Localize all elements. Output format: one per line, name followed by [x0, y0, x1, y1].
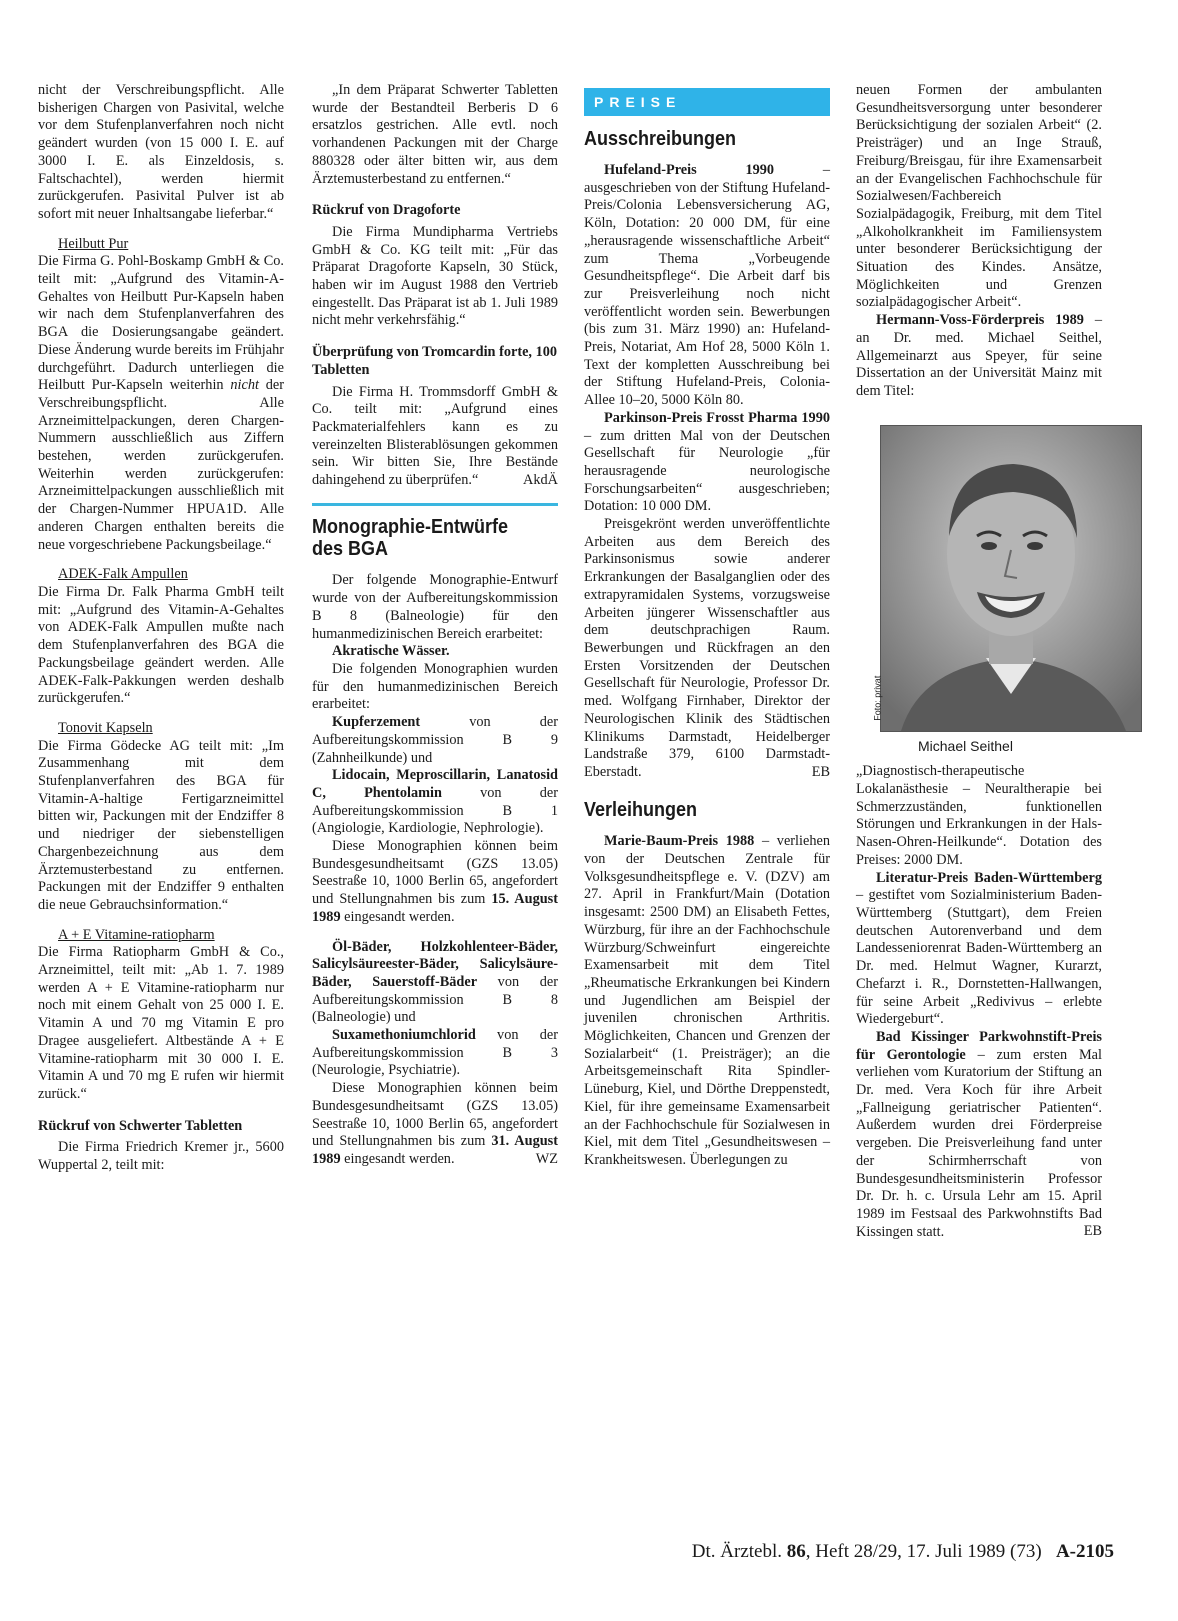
- section-divider: [312, 503, 558, 506]
- bold-term: Hermann-Voss-Förderpreis 1989: [876, 312, 1084, 329]
- paragraph: Preisgekrönt werden unveröffentlichte Arbeiten aus dem Bereich des Parkinsonismus sowie anderer Erkrankungen der Basalganglien oder des extrapyramidalen Systems, vorzugsweise Arbeiten jüngerer Wissenschaftler aus dem deutschprachigen Raum. Bewerbungen und Rückfragen an den Ersten Vorsitzenden der Deutschen Gesellschaft für Neurologie, Professor Dr. med. Wolfgang Firnhaber, Direktor der Neurologischen Klinik des Städtischen Klinikums Darmstadt, Heidelberger Landstraße 379, 6100 Darmstadt-Eberstadt.: [584, 516, 830, 780]
- section-banner-preise: PREISE: [584, 88, 830, 116]
- paragraph: Die Firma Gödecke AG teilt mit: „Im Zusammenhang mit dem Stufenplanverfahren des BGA für Vitamin-A-haltige Fertigarzneimittel bitten wir, Packungen mit der Endziffer 8 und niedriger der siebenstelligen Chargenbezeichnung aus dem Ärztemusterbestand zu entfernen. Packungen mit der Endziffer 9 enthalten die neue Gebrauchsinformation.“: [38, 737, 284, 913]
- page-footer: [692, 1541, 1114, 1563]
- paragraph: [312, 939, 558, 1028]
- section-heading-adek: ADEK-Falk Ampullen: [58, 566, 188, 583]
- paragraph: [312, 1027, 558, 1080]
- paragraph: [312, 838, 558, 927]
- paragraph: Die Firma Mundipharma Vertriebs GmbH & Co. KG teilt mit: „Für das Präparat Dragoforte Kapseln, 30 Stück, haben wir im August 1988 den Vertrieb eingestellt. Das Präparat ist ab 1. Juli 1989 nicht mehr verkehrsfähig.“: [312, 223, 558, 329]
- portrait-illustration: [881, 426, 1141, 731]
- paragraph: „Diagnostisch-therapeutische Lokalanästhesie – Neuraltherapie bei Schmerzzuständen, funktionellen Störungen und Erkrankungen in der Hals-Nasen-Ohren-Heilkunde“. Dotation des Preises: 2000 DM.: [856, 763, 1102, 868]
- journal-name: Dt. Ärztebl.: [691, 1541, 783, 1562]
- section-heading-ae: A + E Vitamine-ratiopharm: [58, 926, 215, 943]
- paragraph: Die Firma Ratiopharm GmbH & Co., Arzneimittel, teilt mit: „Ab 1. 7. 1989 werden A + E Vitamine-ratiopharm nur noch mit einem Gehalt von 25 000 I. E. Vitamin A und 70 mg Vitamin E pro Dragee ausgeliefert. Altbestände A + E Vitamine-ratiopharm mit 30 000 I. E. Vitamin A und 70 mg E rufen wir hiermit zurück.“: [38, 944, 284, 1102]
- portrait-photo: [872, 425, 1142, 732]
- paragraph: nicht der Verschreibungspflicht. Alle bisherigen Chargen von Pasivital, welche vor dem Stufenplanverfahren noch nicht geändert wurden (von 15 000 I. E. auf 3000 I. E. als Einzeldosis, s. Faltschachtel), werden hiermit zurückgerufen. Pasivital Pulver ist ab sofort mit neuer Inhaltsangabe lieferbar.“: [38, 82, 284, 222]
- paragraph: [856, 870, 1102, 1029]
- text-span: der Verschreibungspflicht. Alle Arzneimittelpackungen, deren Chargen-Nummern ausschließlich aus Ziffern bestehen, werden zurückgerufen. Weiterhin werden zurückgerufen: Arzneimittelpackungen ausschließlich mit der Chargen-Nummer HPUA1D. Alle anderen Chargen enthalten bereits die neue vorgeschriebene Packungsbeilage.“: [38, 377, 284, 553]
- text-span: – zum ersten Mal verliehen vom Kuratorium der Stiftung an Dr. med. Vera Koch für ihre Arbeit „Fallneigung geriatrischer Patienten“. Außerdem wurden drei Förderpreise vergeben. Die Preisverleihung fand unter der Schirmherrschaft von Bundesgesundheitsministerin Professor Dr. Dr. h. c. Ursula Lehr am 15. April 1989 im Festsaal des Parkwohnstifts Bad Kissingen statt.: [856, 1046, 1103, 1240]
- bold-date: 15. August 1989: [312, 891, 559, 925]
- column-1: [38, 82, 284, 1175]
- column-2: [312, 82, 558, 1168]
- journal-volume: 86: [786, 1541, 806, 1562]
- paragraph: Die folgenden Monographien wurden für den humanmedizinischen Bereich erarbeitet:: [312, 660, 558, 713]
- section-heading-schwerter: Rückruf von Schwerter Tabletten: [38, 1117, 243, 1134]
- text-span: – an Dr. med. Michael Seithel, Allgemeinarzt aus Speyer, für seine Dissertation an der Universität Mainz mit dem Titel:: [856, 312, 1102, 399]
- bold-term: Akratische Wässer.: [332, 643, 450, 660]
- paragraph: Die Firma H. Trommsdorff GmbH & Co. teilt mit: „Aufgrund eines Packmaterialfehlers kann es zu vereinzelten Blisterablösungen gekommen sein. Wir bitten Sie, Ihre Bestände dahingehend zu überprüfen.“: [312, 383, 558, 489]
- signature: EB: [1083, 1223, 1102, 1240]
- bold-term: Öl-Bäder, Holzkohlenteer-Bäder, Salicylsäureester-Bäder, Salicylsäure-Bäder, Sauerstoff-Bäder: [312, 938, 558, 990]
- text-span: von der Aufbereitungskommission B 3 (Neurologie, Psychiatrie).: [312, 1027, 558, 1079]
- text-span: – gestiftet vom Sozialministerium Baden-Württemberg (Stuttgart), dem Freien deutschen Autorenverband und dem Landesseniorenrat Baden-Württemberg an Dr. med. Helmut Wagner, Kurarzt, Chefarzt i. R., Dornstetten-Hallwangen, für seine Arbeit „Redivivus – erlebte Wiedergeburt“.: [856, 887, 1102, 1028]
- paragraph: [584, 162, 830, 410]
- section-heading-tonovit: Tonovit Kapseln: [58, 719, 153, 736]
- paragraph: [38, 253, 284, 554]
- paragraph: [584, 410, 830, 516]
- photo-caption: Michael Seithel: [918, 737, 1013, 754]
- section-title-ausschreibungen: Ausschreibungen: [584, 128, 737, 150]
- text-span: – verliehen von der Deutschen Zentrale für Volksgesundheitspflege e. V. (DZV) am 27. April in Frankfurt/Main (Dotation insgesamt: 2500 DM) an Elisabeth Fettes, Würzburg, für ihre an der Fachhochschule Würzburg/Schweinfurt eingereichte Examensarbeit mit dem Titel „Rheumatische Erkrankungen bei Kindern und Jugendlichen am Beispiel der juvenilen chronischen Arthritis. Möglichkeiten, Chancen und Grenzen der Sozialarbeit“ (1. Preisträger); an die Arbeitsgemeinschaft Rita Spindler-Lüneburg, Kiel, und Dörthe Dreppenstedt, Kiel, für ihre gemeinsame Examensarbeit an der Fachhochschule für Sozialwesen in Kiel, mit dem Titel „Gesundheitswesen – Krankheitswesen. Überlegungen zu: [584, 833, 830, 1168]
- bold-term: Suxamethoniumchlorid: [332, 1027, 476, 1044]
- text-span: von der Aufbereitungskommission B 8 (Balneologie) und: [312, 973, 558, 1026]
- emphasis: nicht: [230, 377, 259, 394]
- journal-issue: , Heft 28/29, 17. Juli 1989 (73): [805, 1541, 1042, 1562]
- paragraph: [312, 767, 558, 838]
- signature: WZ: [535, 1150, 558, 1167]
- text-span: eingesandt werden.: [344, 908, 455, 925]
- column-4: [856, 82, 1102, 1241]
- bold-term: Hufeland-Preis 1990: [604, 162, 775, 178]
- text-span: – ausgeschrieben von der Stiftung Hufeland-Preis/Colonia Lebensversicherung AG, Köln, Dotation: 20 000 DM, für eine „herausragende wissenschaftliche Arbeit“ zum Thema „Vorbeugende Gesundheitspflege“. Die Arbeit darf bis zur Preisverleihung noch nicht veröffentlicht worden sein. Bewerbungen (bis zum 31. März 1990) an: Hufeland-Preis, Notariat, Am Hof 28, 5000 Köln 1. Text der kompletten Ausschreibung bei der Stiftung Hufeland-Preis, Colonia-Allee 10–20, 5000 Köln 80.: [584, 162, 830, 409]
- paragraph: [584, 833, 830, 1169]
- article-title-monographie: Monographie-Entwürfe des BGA: [312, 516, 508, 561]
- paragraph: Die Firma Dr. Falk Pharma GmbH teilt mit: „Aufgrund des Vitamin-A-Gehaltes von ADEK-Falk Ampullen mußte nach dem Stufenplanverfahren des BGA die Packungsbeilage geändert werden. Alle ADEK-Falk-Pakkungen werden deshalb zurückgerufen.“: [38, 583, 284, 707]
- section-heading-heilbutt: Heilbutt Pur: [58, 235, 129, 252]
- paragraph: [856, 312, 1102, 401]
- section-title-verleihungen: Verleihungen: [584, 799, 698, 822]
- bold-term: Lidocain, Meproscillarin, Lanatosid C, Phentolamin: [312, 767, 558, 801]
- paragraph: „In dem Präparat Schwerter Tabletten wurde der Bestandteil Berberis D 6 ersatzlos gestrichen. Alle evtl. noch vorhandenen Packungen mit der Charge 880328 oder älter bitten wir, aus dem Ärztemusterbestand zu entfernen.“: [312, 82, 558, 187]
- signature: AkdÄ: [523, 471, 558, 488]
- signature: EB: [811, 763, 830, 780]
- text-span: Die Firma G. Pohl-Boskamp GmbH & Co. teilt mit: „Aufgrund des Vitamin-A-Gehaltes von Heilbutt Pur-Kapseln haben wir nach dem Stufenplanverfahren des BGA die Dosierungsangabe geändert. Diese Änderung wurde bereits im Frühjahr durchgeführt. Dadurch unterliegen die Heilbutt Pur-Kapseln weiterhin: [38, 253, 284, 394]
- section-heading-dragoforte: Rückruf von Dragoforte: [312, 202, 461, 219]
- text-span: Diese Monographien können beim Bundesgesundheitsamt (GZS 13.05) Seestraße 10, 1000 Berlin 65, angefordert und Stellungnahmen bis zum: [312, 1080, 558, 1150]
- text-span: von der Aufbereitungskommission B 1 (Angiologie, Kardiologie, Nephrologie).: [312, 784, 558, 837]
- column-3: [584, 88, 830, 1170]
- paragraph: neuen Formen der ambulanten Gesundheitsversorgung unter besonderer Berücksichtigung der sozialen Arbeit“ (2. Preisträger) und an Inge Strauß, Freiburg/Breisgau, für ihre Examensarbeit an der Evangelischen Fachhochschule für Sozialwesen/Fachbereich Sozialpädagogik, Freiburg, mit dem Titel „Alkoholkrankheit im Familiensystem unter besonderer Berücksichtigung der Situation des Kindes. Ansätze, Möglichkeiten und Grenzen sozialpädagogischer Arbeit“.: [856, 82, 1102, 311]
- text-span: von der Aufbereitungskommission B 9 (Zahnheilkunde) und: [312, 714, 558, 766]
- paragraph: [312, 714, 558, 767]
- bold-term: Literatur-Preis Baden-Württemberg: [876, 869, 1102, 886]
- text-span: eingesandt werden.: [344, 1150, 455, 1167]
- section-heading-tromcardin: Überprüfung von Tromcardin forte, 100 Tabletten: [312, 344, 558, 378]
- bold-term: Kupferzement: [332, 714, 421, 731]
- text-span: Diese Monographien können beim Bundesgesundheitsamt (GZS 13.05) Seestraße 10, 1000 Berlin 65, angefordert und Stellungnahmen bis zum: [312, 838, 558, 908]
- bold-term: Bad Kissinger Parkwohnstift-Preis für Gerontologie: [856, 1028, 1102, 1063]
- page-number: A-2105: [1055, 1541, 1114, 1562]
- paragraph: [312, 643, 558, 661]
- paragraph: [856, 1029, 1102, 1241]
- paragraph: Der folgende Monographie-Entwurf wurde von der Aufbereitungskommission B 8 (Balneologie) für den humanmedizinischen Bereich erarbeitet:: [312, 572, 558, 642]
- paragraph: Die Firma Friedrich Kremer jr., 5600 Wuppertal 2, teilt mit:: [38, 1139, 284, 1174]
- bold-term: Marie-Baum-Preis 1988: [604, 833, 755, 850]
- photo-credit: Foto: privat: [872, 675, 883, 721]
- bold-date: 31. August 1989: [312, 1133, 559, 1167]
- bold-term: Parkinson-Preis Frosst Pharma 1990: [604, 409, 830, 426]
- text-span: – zum dritten Mal von der Deutschen Gesellschaft für Neurologie „für herausragende neurologische Forschungsarbeiten“ ausgeschrieben; Dotation: 10 000 DM.: [584, 427, 830, 515]
